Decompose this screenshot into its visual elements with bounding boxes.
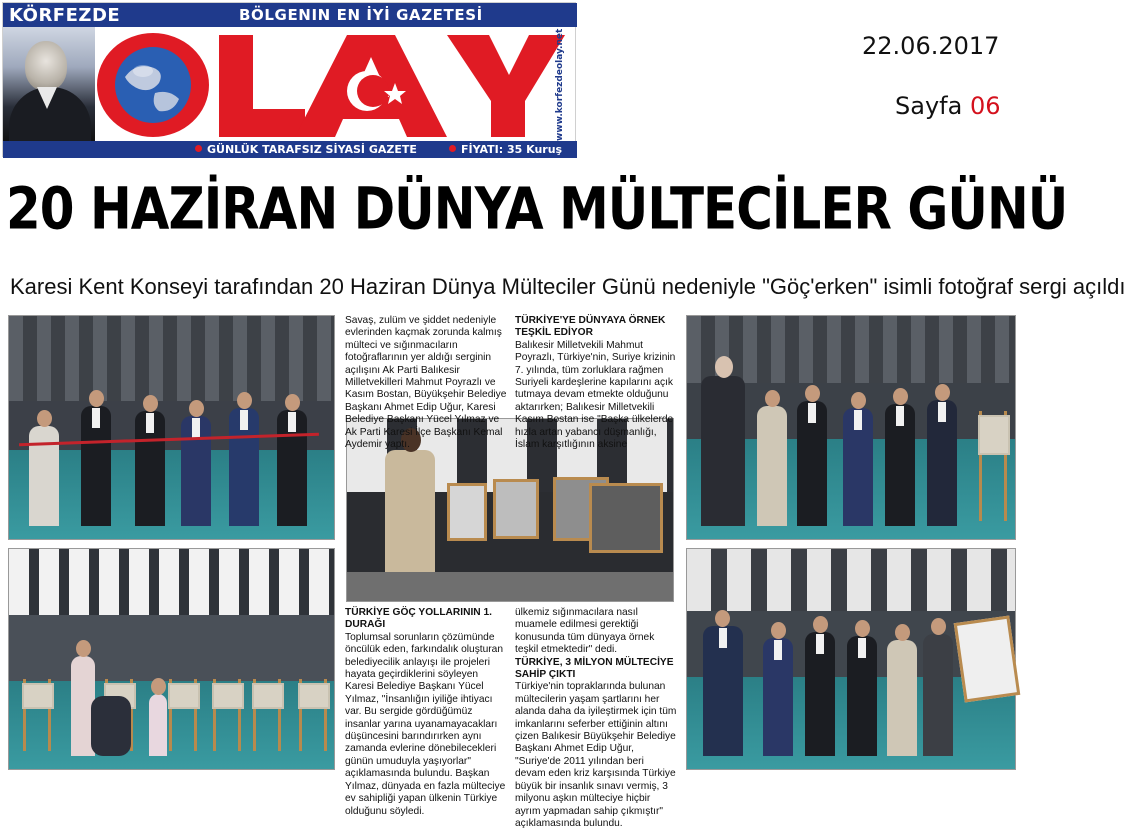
logo-letter-l	[219, 35, 305, 137]
exhibit-photo	[589, 483, 663, 553]
child	[149, 694, 167, 756]
article-paragraph: Türkiye'nin topraklarında bulunan mültecilerin yaşam şartlarını her alanda daha da iyileştirmek için tüm imkanlarını seferber ettiğinin altını çizen Balıkesir Büyükşehir Belediye Başkanı Ahmet Edip Uğur, "Suriye'de 2011 yılından beri devam eden kriz karşısında Türkiye büyük bir insanlık sınavı vermiş, 3 milyonu aşkın mülteciye hiçbir ayrım yapmadan sahip çıkmıştır" açıklamasında bulundu.	[515, 681, 677, 829]
portrait-face	[25, 41, 67, 91]
person	[847, 636, 877, 756]
easel	[169, 679, 197, 751]
article-column-1-top	[345, 315, 507, 451]
person	[703, 626, 743, 756]
photo-group-walk	[686, 315, 1016, 540]
masthead-price: FİYATI: 35 Kuruş	[449, 143, 562, 156]
person	[277, 410, 307, 526]
stroller	[91, 696, 131, 756]
person	[757, 406, 787, 526]
easel	[23, 679, 51, 751]
person	[843, 408, 873, 526]
easel	[979, 411, 1007, 521]
article-column-1-bottom	[345, 607, 507, 818]
person	[763, 638, 793, 756]
easel	[213, 679, 241, 751]
article-paragraph: ülkemiz sığınmacılara nasıl muamele edilmesi gerektiği konusunda tüm dünyaya örnek teşkil etmektedir" dedi.	[515, 607, 655, 656]
exhibit-photo	[954, 615, 1021, 702]
person	[135, 411, 165, 526]
ataturk-portrait	[3, 27, 95, 141]
person	[805, 632, 835, 756]
person	[229, 408, 259, 526]
article-paragraph: Savaş, zulüm ve şiddet nedeniyle evlerinden kaçmak zorunda kalmış mülteci ve sığınmacıların fotoğraflarının yer aldığı serginin açılışını Ak Parti Balıkesir Milletvekilleri Mahmut Poyrazlı ve Kasım Bostan, Büyükşehir Belediye Başkanı Ahmet Edip Uğur, Karesi Belediye Başkanı Yücel Yılmaz ve Ak Parti Karesi İlçe Başkanı Kemal Aydemir yaptı.	[345, 315, 507, 451]
person	[923, 634, 953, 756]
person	[29, 426, 59, 526]
easel	[299, 679, 327, 751]
masthead-slogan: BÖLGENIN EN İYİ GAZETESİ	[239, 6, 483, 24]
photo-ribbon-cutting	[8, 315, 335, 540]
masthead-url: www.korfezdeolay.net	[555, 28, 565, 141]
person	[797, 401, 827, 526]
logo-letter-y	[447, 35, 565, 137]
headline: 20 HAZİRAN DÜNYA MÜLTECİLER GÜNÜ	[6, 176, 1068, 244]
masthead	[2, 2, 576, 157]
exhibit-photo	[447, 483, 487, 541]
subheadline: Karesi Kent Konseyi tarafından 20 Haziran Dünya Mülteciler Günü nedeniyle "Göç'erken" isimli fotoğraf sergi açıldı	[10, 274, 1126, 299]
masthead-tagline: GÜNLÜK TARAFSIZ SİYASİ GAZETE	[195, 143, 417, 156]
person	[385, 450, 435, 590]
article-column-2-top	[515, 315, 677, 451]
person	[701, 376, 745, 526]
olay-logo	[95, 27, 565, 141]
person	[887, 640, 917, 756]
person	[927, 400, 957, 526]
issue-date: 22.06.2017	[862, 32, 1000, 60]
masthead-brand: KÖRFEZDE	[9, 5, 121, 26]
article-subheading: TÜRKİYE GÖÇ YOLLARININ 1. DURAĞI	[345, 607, 492, 631]
article-column-2-bottom	[515, 607, 677, 830]
person	[81, 406, 111, 526]
exhibit-photo	[493, 479, 539, 539]
page-number: Sayfa 06	[895, 92, 1001, 120]
person	[885, 404, 915, 526]
article-paragraph: Balıkesir Milletvekili Mahmut Poyrazlı, Türkiye'nin, Suriye krizinin 7. yılında, tüm zorluklara rağmen Suriyeli kardeşlerine kapılarını açık tutmaya devam etmekte olduğunu aktarırken; Balıkesir Milletvekili Kasım Bostan ise "Başka ülkelerde hızla artan yabancı düşmanlığı, İslam karşıtlığının aksine	[515, 339, 676, 451]
photo-officials-exhibition	[686, 548, 1016, 770]
photo-gallery-visitors	[8, 548, 335, 770]
red-dot-icon	[449, 145, 456, 152]
red-dot-icon	[195, 145, 202, 152]
article-subheading: TÜRKİYE'YE DÜNYAYA ÖRNEK TEŞKİL EDİYOR	[515, 315, 666, 339]
ribbon	[19, 433, 319, 446]
article-subheading: TÜRKİYE, 3 MİLYON MÜLTECİYE SAHİP ÇIKTI	[515, 656, 674, 681]
person	[181, 416, 211, 526]
easel	[253, 679, 281, 751]
article-paragraph: Toplumsal sorunların çözümünde öncülük eden, farkındalık oluşturan belediyecilik anlayışı ile projeleri hayata geçirdiklerini söyleyen Karesi Belediye Başkanı Yücel Yılmaz, "İnsanlığın iyiliğe ihtiyacı var. Bu sergide gördüğümüz insanlar yarına uyanamayacakları düşüncesini barındırırken aynı zamanda evlerine dönebilecekleri günün umuduyla yaşıyorlar" açıklamasında bulundu. Başkan Yılmaz, dünyada en fazla mülteciye ev sahipliği yapan ülkenin Türkiye olduğunu söyledi.	[345, 631, 506, 817]
